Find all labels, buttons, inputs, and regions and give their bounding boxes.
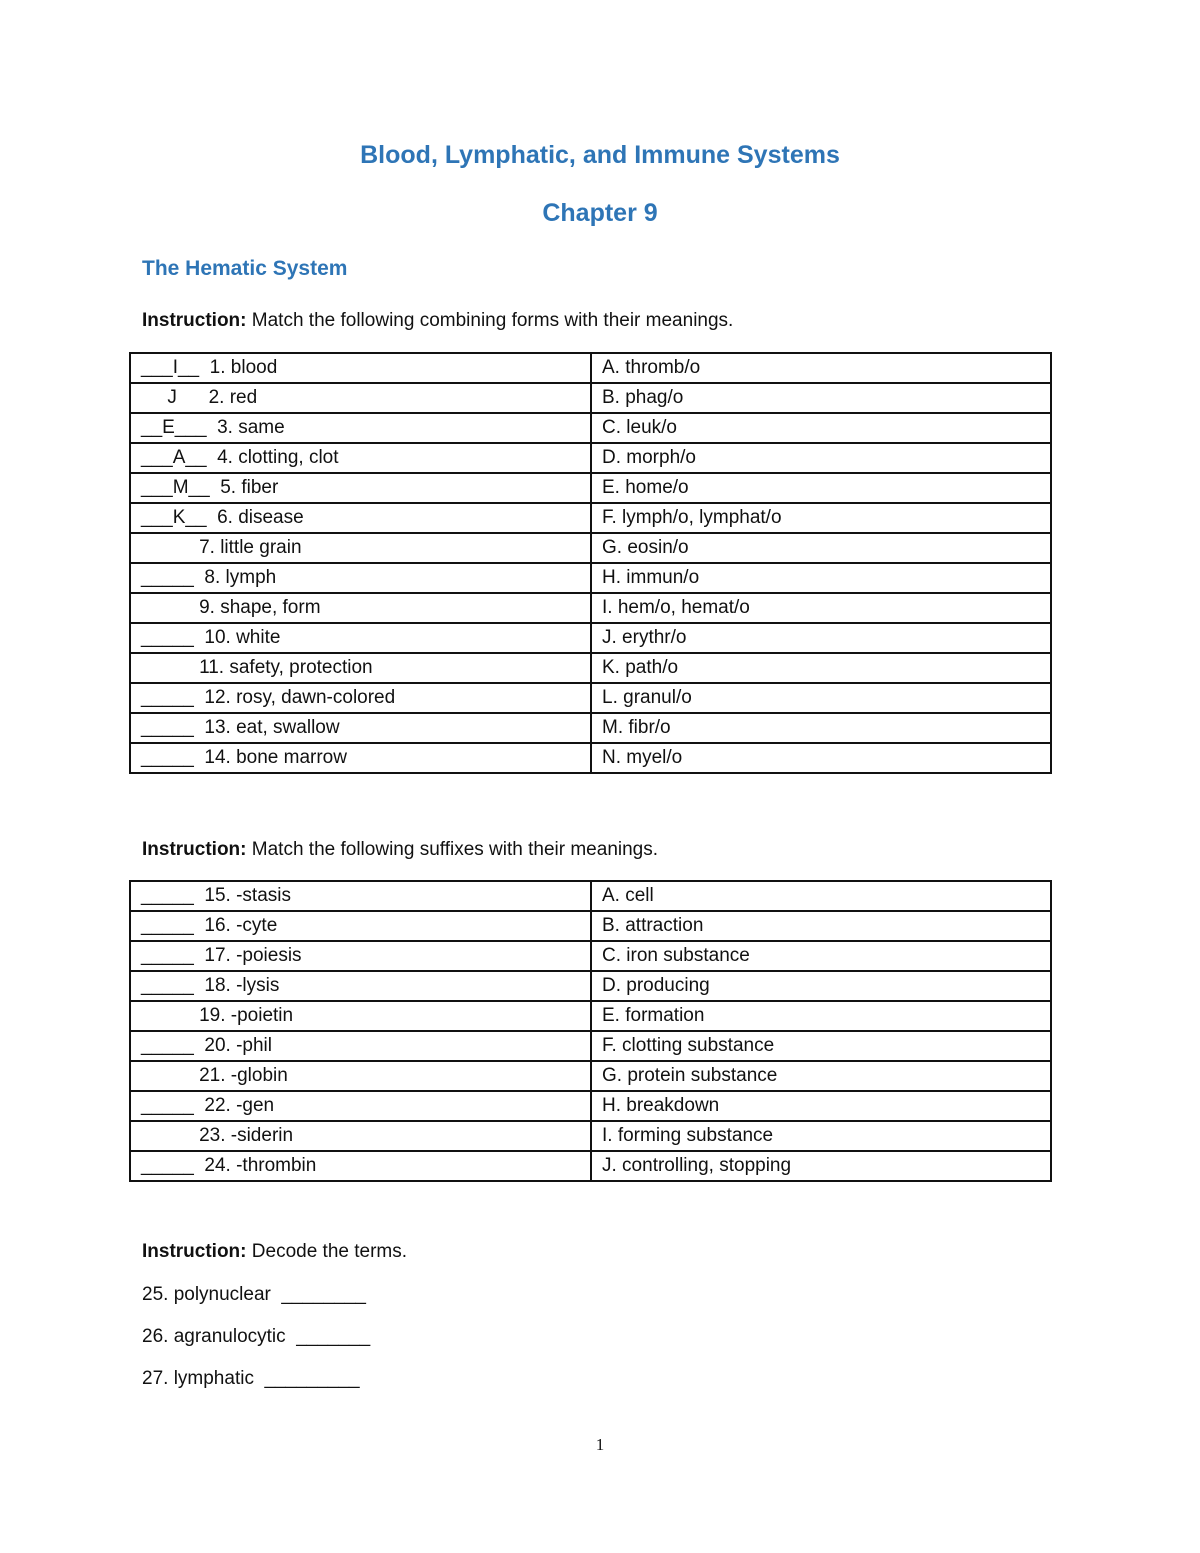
- table-row: [130, 941, 1051, 971]
- meaning-cell: C. iron substance: [591, 941, 1051, 971]
- meaning-cell: B. attraction: [591, 911, 1051, 941]
- table-row: [130, 713, 1051, 743]
- term-cell: _____ 24. -thrombin: [130, 1151, 591, 1181]
- instruction-label: Instruction:: [142, 310, 247, 331]
- term-cell: ___A__ 4. clotting, clot: [130, 443, 591, 473]
- table-row: [130, 1091, 1051, 1121]
- meaning-cell: H. breakdown: [591, 1091, 1051, 1121]
- instruction-label: Instruction:: [142, 1241, 247, 1262]
- term-cell: _____ 13. eat, swallow: [130, 713, 591, 743]
- table-row: [130, 1001, 1051, 1031]
- table-row: [130, 971, 1051, 1001]
- term-cell: _____ 15. -stasis: [130, 881, 591, 911]
- table-row: [130, 683, 1051, 713]
- meaning-cell: I. forming substance: [591, 1121, 1051, 1151]
- table-row: [130, 653, 1051, 683]
- meaning-cell: F. clotting substance: [591, 1031, 1051, 1061]
- meaning-cell: H. immun/o: [591, 563, 1051, 593]
- instruction-text: Decode the terms.: [246, 1241, 408, 1262]
- meaning-cell: J. erythr/o: [591, 623, 1051, 653]
- table-row: [130, 1121, 1051, 1151]
- meaning-cell: E. formation: [591, 1001, 1051, 1031]
- table-row: [130, 503, 1051, 533]
- table-row: [130, 623, 1051, 653]
- term-cell: _____ 8. lymph: [130, 563, 591, 593]
- meaning-cell: G. eosin/o: [591, 533, 1051, 563]
- term-cell: ___K__ 6. disease: [130, 503, 591, 533]
- meaning-cell: G. protein substance: [591, 1061, 1051, 1091]
- instruction-suffixes: [142, 839, 658, 861]
- meaning-cell: D. morph/o: [591, 443, 1051, 473]
- meaning-cell: B. phag/o: [591, 383, 1051, 413]
- instruction-label: Instruction:: [142, 839, 247, 860]
- table-row: [130, 353, 1051, 383]
- instruction-text: Match the following combining forms with their meanings.: [246, 310, 734, 331]
- decode-item-27: 27. lymphatic _________: [142, 1368, 360, 1389]
- table-row: [130, 1031, 1051, 1061]
- meaning-cell: M. fibr/o: [591, 713, 1051, 743]
- table-row: [130, 593, 1051, 623]
- term-cell: _____ 20. -phil: [130, 1031, 591, 1061]
- term-cell: ___M__ 5. fiber: [130, 473, 591, 503]
- meaning-cell: A. thromb/o: [591, 353, 1051, 383]
- term-cell: _____ 18. -lysis: [130, 971, 591, 1001]
- instruction-combining-forms: [142, 310, 733, 332]
- term-cell: 7. little grain: [130, 533, 591, 563]
- term-cell: _____ 14. bone marrow: [130, 743, 591, 773]
- combining-forms-table: [129, 352, 1052, 774]
- table-row: [130, 533, 1051, 563]
- table-row: [130, 743, 1051, 773]
- section-heading: The Hematic System: [142, 257, 348, 280]
- term-cell: _____ 16. -cyte: [130, 911, 591, 941]
- term-cell: 11. safety, protection: [130, 653, 591, 683]
- term-cell: ___I__ 1. blood: [130, 353, 591, 383]
- table-row: [130, 1151, 1051, 1181]
- table-row: [130, 473, 1051, 503]
- meaning-cell: C. leuk/o: [591, 413, 1051, 443]
- meaning-cell: I. hem/o, hemat/o: [591, 593, 1051, 623]
- term-cell: _____ 22. -gen: [130, 1091, 591, 1121]
- term-cell: 19. -poietin: [130, 1001, 591, 1031]
- meaning-cell: D. producing: [591, 971, 1051, 1001]
- table-row: [130, 1061, 1051, 1091]
- page-number: 1: [595, 1435, 605, 1454]
- term-cell: 23. -siderin: [130, 1121, 591, 1151]
- table-row: [130, 413, 1051, 443]
- document-title: Blood, Lymphatic, and Immune Systems: [360, 141, 840, 169]
- table-row: [130, 911, 1051, 941]
- decode-item-25: 25. polynuclear ________: [142, 1284, 366, 1305]
- instruction-decode: [142, 1241, 407, 1263]
- meaning-cell: N. myel/o: [591, 743, 1051, 773]
- meaning-cell: E. home/o: [591, 473, 1051, 503]
- table-row: [130, 443, 1051, 473]
- meaning-cell: J. controlling, stopping: [591, 1151, 1051, 1181]
- table-row: [130, 383, 1051, 413]
- meaning-cell: A. cell: [591, 881, 1051, 911]
- suffixes-table: [129, 880, 1052, 1182]
- meaning-cell: K. path/o: [591, 653, 1051, 683]
- term-cell: _____ 12. rosy, dawn-colored: [130, 683, 591, 713]
- meaning-cell: F. lymph/o, lymphat/o: [591, 503, 1051, 533]
- term-cell: _____ 17. -poiesis: [130, 941, 591, 971]
- term-cell: __E___ 3. same: [130, 413, 591, 443]
- term-cell: J 2. red: [130, 383, 591, 413]
- decode-item-26: 26. agranulocytic _______: [142, 1326, 371, 1347]
- term-cell: _____ 10. white: [130, 623, 591, 653]
- term-cell: 21. -globin: [130, 1061, 591, 1091]
- term-cell: 9. shape, form: [130, 593, 591, 623]
- table-row: [130, 563, 1051, 593]
- meaning-cell: L. granul/o: [591, 683, 1051, 713]
- instruction-text: Match the following suffixes with their meanings.: [246, 839, 659, 860]
- table-row: [130, 881, 1051, 911]
- chapter-title: Chapter 9: [542, 199, 658, 227]
